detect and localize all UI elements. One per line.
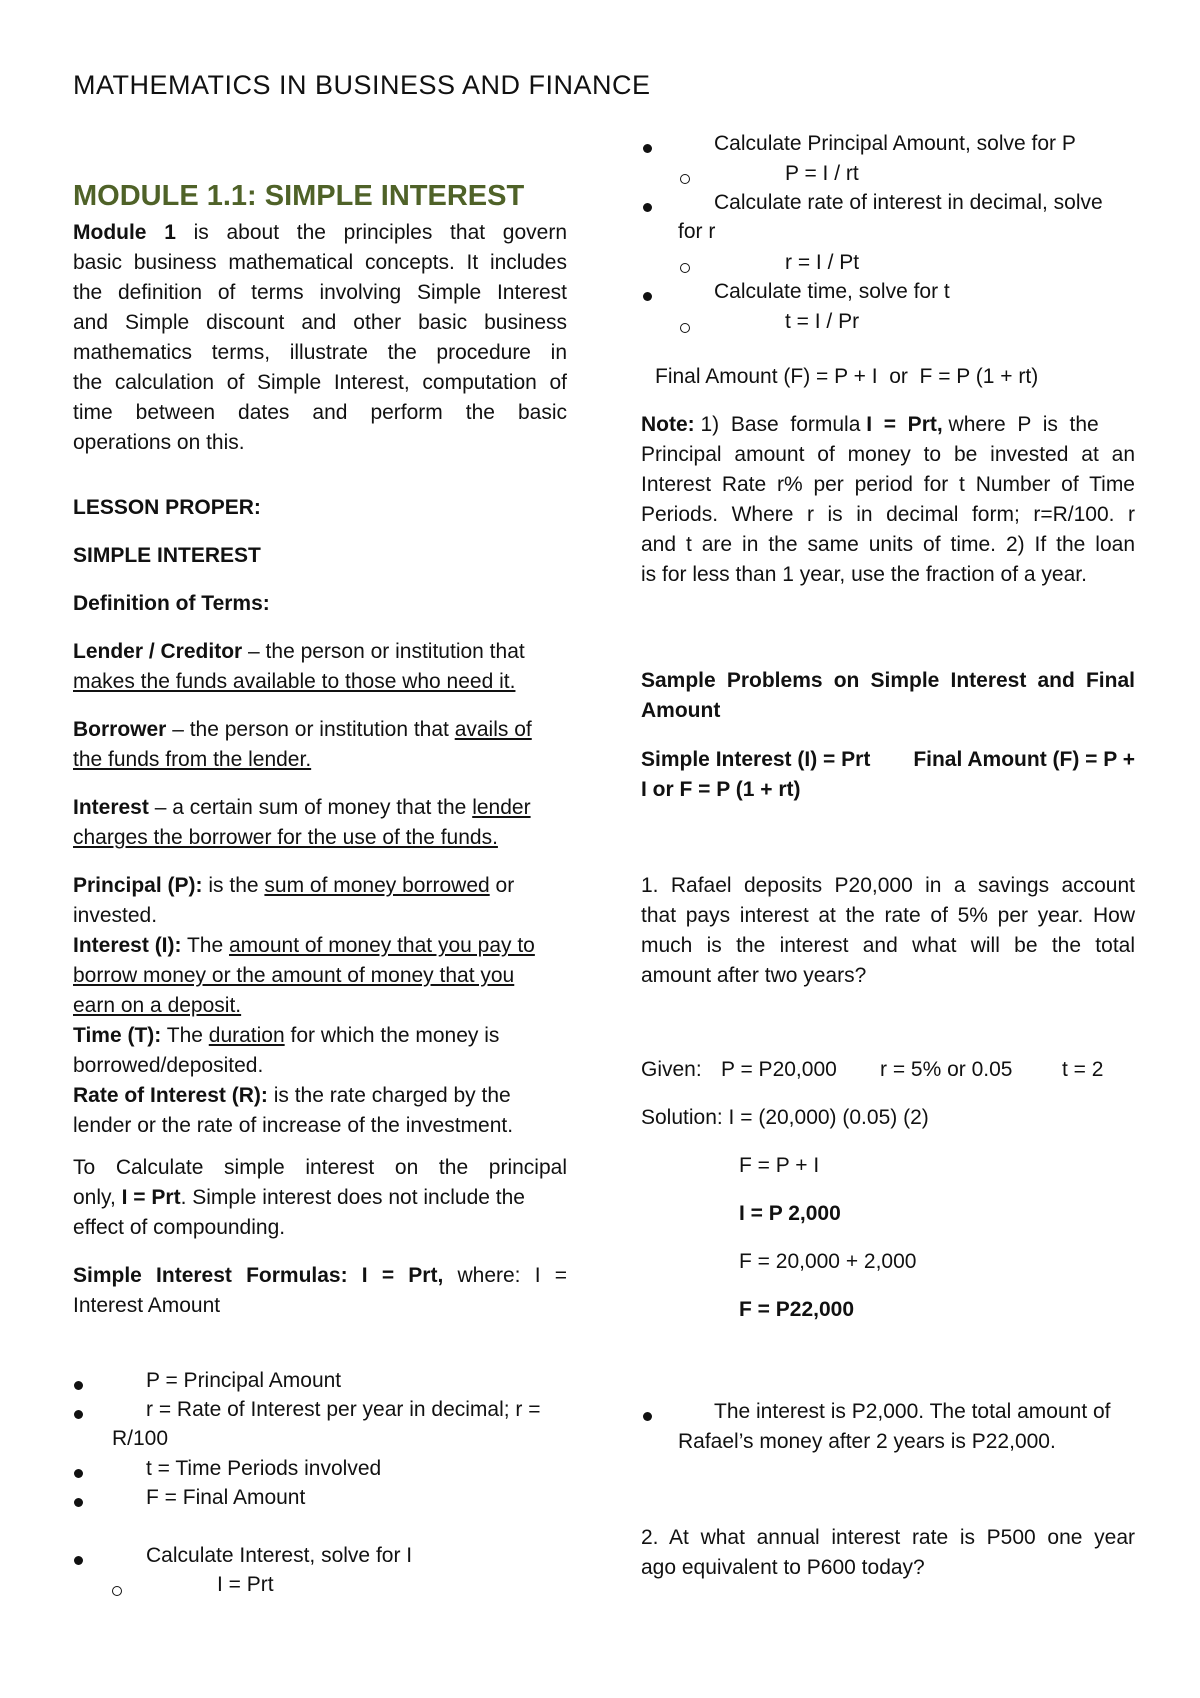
term: Lender / Creditor	[73, 640, 243, 663]
variable-item: t = Time Periods involved	[146, 1457, 382, 1480]
formula-summary-line: I or F = P (1 + rt)	[641, 778, 801, 801]
variable-item: P = Principal Amount	[146, 1369, 342, 1392]
intro-line: basic business mathematical concepts. It includes	[73, 251, 567, 274]
bullet-circle-icon	[680, 323, 690, 333]
paragraph-text: only,	[73, 1186, 122, 1209]
solution-line: F = 20,000 + 2,000	[739, 1250, 917, 1273]
given-t: t = 2	[1062, 1058, 1104, 1081]
calc-principal-label: Calculate Principal Amount, solve for P	[714, 132, 1076, 155]
bullet-dot-icon	[643, 203, 652, 212]
paragraph-text: where: I =	[443, 1264, 567, 1287]
problem-line: that pays interest at the rate of 5% per year. How	[641, 904, 1135, 927]
paragraph-text: . Simple interest does not include the	[180, 1186, 525, 1209]
definition-underlined: earn on a deposit.	[73, 994, 242, 1017]
variable-item: r = Rate of Interest per year in decimal; r =	[146, 1398, 541, 1421]
definition-text: – a certain sum of money that the	[148, 796, 473, 819]
solution-line: I = P 2,000	[739, 1202, 841, 1225]
term: Interest (I):	[73, 934, 182, 957]
calc-rate-label: Calculate rate of interest in decimal, solve	[714, 191, 1103, 214]
problem-line: amount after two years?	[641, 964, 867, 987]
answer-line: The interest is P2,000. The total amount of	[714, 1400, 1111, 1423]
bullet-dot-icon	[74, 1556, 83, 1565]
definition-text: is the rate charged by the	[267, 1084, 511, 1107]
note-line: is for less than 1 year, use the fraction of a year.	[641, 563, 1087, 586]
note-line: Periods. Where r is in decimal form; r=R/100. r	[641, 503, 1135, 526]
intro-line: is about the principles that govern	[193, 221, 567, 244]
heading-line: Sample Problems on Simple Interest and Final	[641, 669, 1135, 692]
formula-bold: Simple Interest Formulas: I = Prt,	[73, 1264, 444, 1287]
calc-time-formula: t = I / Pr	[785, 310, 860, 333]
bullet-dot-icon	[74, 1381, 83, 1390]
problem-line: much is the interest and what will be the total	[641, 934, 1135, 957]
bullet-dot-icon	[643, 1412, 652, 1421]
definition-text: – the person or institution that	[166, 718, 455, 741]
formula-summary	[641, 745, 1135, 805]
calculation-paragraph	[73, 1153, 567, 1243]
intro-line: time between dates and perform the basic	[73, 401, 567, 424]
definition-underlined: avails of	[454, 718, 532, 741]
problem-line: 1. Rafael deposits P20,000 in a savings account	[641, 874, 1135, 897]
answer-line: Rafael’s money after 2 years is P22,000.	[678, 1430, 1056, 1453]
calc-rate-label-continued: for r	[678, 220, 716, 243]
calc-interest-label: Calculate Interest, solve for I	[146, 1544, 413, 1567]
bullet-dot-icon	[74, 1410, 83, 1419]
paragraph-line: Interest Amount	[73, 1294, 221, 1317]
bullet-circle-icon	[680, 263, 690, 273]
definition-underlined: borrow money or the amount of money that you	[73, 964, 515, 987]
definition-text: – the person or institution that	[242, 640, 525, 663]
intro-line: the definition of terms involving Simple Interest	[73, 281, 567, 304]
intro-paragraph	[73, 218, 567, 458]
solution-line: F = P + I	[739, 1154, 820, 1177]
lender-definition	[73, 637, 567, 697]
interest-definition	[73, 793, 567, 853]
term: Principal (P):	[73, 874, 203, 897]
intro-line: mathematics terms, illustrate the procedure in	[73, 341, 567, 364]
definition-text: borrowed/deposited.	[73, 1054, 264, 1077]
formula-summary-a: Simple Interest (I) = Prt	[641, 748, 871, 771]
paragraph-line: To Calculate simple interest on the principal	[73, 1156, 567, 1179]
definition-text: The	[161, 1024, 209, 1047]
definition-heading: Definition of Terms:	[73, 592, 270, 615]
lesson-proper-heading: LESSON PROPER:	[73, 496, 261, 519]
definition-underlined: sum of money borrowed	[264, 874, 490, 897]
definition-text: is the	[202, 874, 265, 897]
paragraph-line: effect of compounding.	[73, 1216, 286, 1239]
term: Borrower	[73, 718, 167, 741]
variable-definitions	[73, 871, 567, 1141]
intro-lead: Module 1	[73, 221, 176, 244]
note-line: Interest Rate r% per period for t Number of Time	[641, 473, 1135, 496]
definition-underlined: makes the funds available to those who need it.	[73, 670, 516, 693]
page-header: MATHEMATICS IN BUSINESS AND FINANCE	[73, 70, 651, 100]
problem-1	[641, 871, 1135, 991]
definition-text: invested.	[73, 904, 158, 927]
calc-rate-formula: r = I / Pt	[785, 251, 860, 274]
final-amount-formula: Final Amount (F) = P + I or F = P (1 + rt)	[655, 365, 1039, 388]
term: Interest	[73, 796, 149, 819]
variable-item-continued: R/100	[112, 1427, 169, 1450]
intro-line: the calculation of Simple Interest, computation of	[73, 371, 567, 394]
definition-underlined: charges the borrower for the use of the funds.	[73, 826, 498, 849]
calc-interest-formula: I = Prt	[217, 1573, 274, 1596]
note-paragraph	[641, 410, 1135, 590]
bullet-dot-icon	[643, 292, 652, 301]
heading-line: Amount	[641, 699, 721, 722]
term: Time (T):	[73, 1024, 162, 1047]
formula-bold: I = Prt	[121, 1186, 181, 1209]
note-line: and t are in the same units of time. 2) If the loan	[641, 533, 1135, 556]
given-p: P = P20,000	[721, 1058, 837, 1081]
calc-principal-formula: P = I / rt	[785, 162, 859, 185]
formula-bold: I = Prt,	[866, 413, 943, 436]
formulas-paragraph	[73, 1261, 567, 1321]
formula-summary-b: Final Amount (F) = P +	[913, 748, 1135, 771]
solution-line: F = P22,000	[739, 1298, 854, 1321]
given-label: Given:	[641, 1058, 702, 1081]
problem-line: 2. At what annual interest rate is P500 one year	[641, 1526, 1135, 1549]
intro-line: operations on this.	[73, 431, 245, 454]
sample-problems-heading	[641, 666, 1135, 726]
bullet-dot-icon	[74, 1469, 83, 1478]
note-text: where P is the	[942, 413, 1099, 436]
definition-underlined: the funds from the lender.	[73, 748, 312, 771]
calc-time-label: Calculate time, solve for t	[714, 280, 950, 303]
term: Rate of Interest (R):	[73, 1084, 268, 1107]
definition-underlined: amount of money that you pay to	[229, 934, 535, 957]
intro-line: and Simple discount and other basic business	[73, 311, 567, 334]
solution-line: Solution: I = (20,000) (0.05) (2)	[641, 1106, 929, 1129]
problem-2	[641, 1523, 1135, 1583]
note-line: Principal amount of money to be invested at an	[641, 443, 1135, 466]
definition-text: The	[181, 934, 229, 957]
given-r: r = 5% or 0.05	[880, 1058, 1013, 1081]
note-text: 1) Base formula	[694, 413, 867, 436]
definition-text: for which the money is	[284, 1024, 500, 1047]
module-title: MODULE 1.1: SIMPLE INTEREST	[73, 180, 525, 212]
bullet-dot-icon	[643, 144, 652, 153]
bullet-circle-icon	[112, 1586, 122, 1596]
variable-item: F = Final Amount	[146, 1486, 306, 1509]
simple-interest-heading: SIMPLE INTEREST	[73, 544, 261, 567]
bullet-dot-icon	[74, 1498, 83, 1507]
borrower-definition	[73, 715, 567, 775]
definition-text: lender or the rate of increase of the investment.	[73, 1114, 514, 1137]
problem-line: ago equivalent to P600 today?	[641, 1556, 925, 1579]
bullet-circle-icon	[680, 174, 690, 184]
definition-underlined: lender	[472, 796, 531, 819]
note-label: Note:	[641, 413, 695, 436]
definition-text: or	[489, 874, 515, 897]
definition-underlined: duration	[208, 1024, 285, 1047]
